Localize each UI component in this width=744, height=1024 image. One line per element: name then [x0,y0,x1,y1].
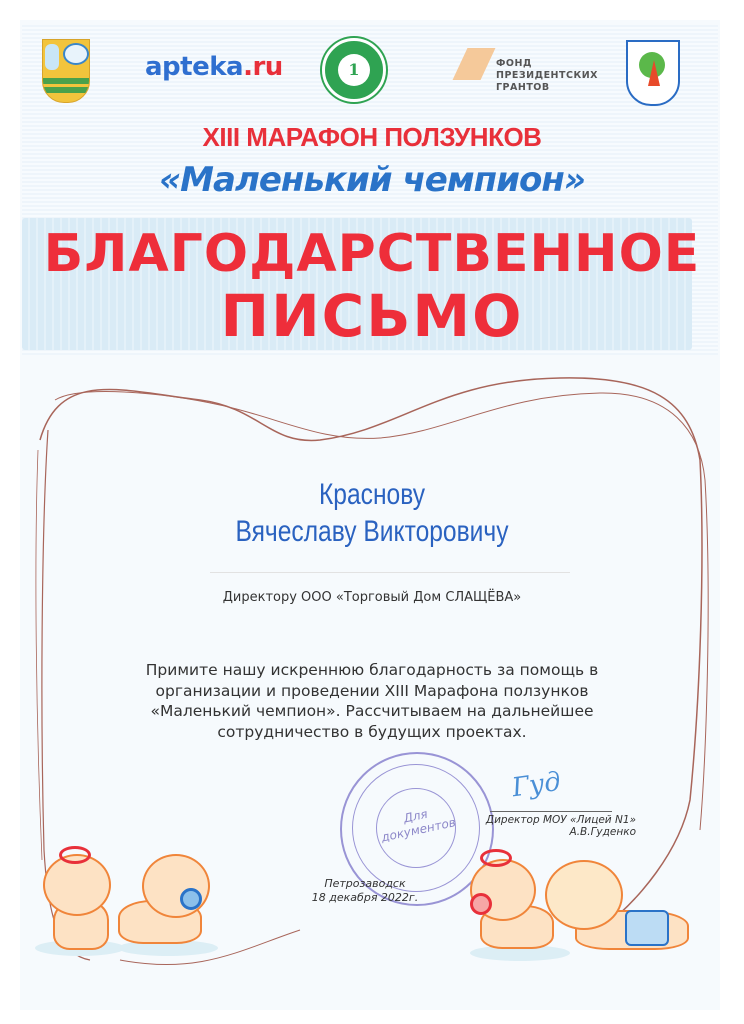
blue-pacifier-icon [180,888,202,910]
fond-line-3: ГРАНТОВ [496,82,550,93]
signature-scribble: Гуд [510,766,563,804]
divider [210,572,570,573]
marathon-badge-number: 1 [348,60,360,79]
document-title-line-2: ПИСЬМО [220,282,524,350]
apteka-logo-domain: .ru [243,52,283,82]
stamp-center-text: Для документов [379,806,457,845]
baby-boy-crawling-illustration [118,840,218,960]
event-title: XIII МАРАФОН ПОЛЗУНКОВ [202,122,542,152]
recipient-name: Вячеславу Викторовичу [235,515,509,548]
apteka-logo-name: apteka [145,52,244,82]
document-title-line-1: БЛАГОДАРСТВЕННОЕ [43,224,701,284]
baby-boy-lying-illustration [545,860,695,960]
pink-pacifier-icon [470,893,492,915]
recipient-position: Директору ООО «Торговый Дом СЛАЩЁВА» [222,590,522,605]
signatory [470,814,636,838]
date: 18 декабря 2022г. [311,891,419,904]
recipient-surname: Краснову [318,478,426,511]
fond-line-2: ПРЕЗИДЕНТСКИХ [496,70,598,81]
signatory-name: А.В.Гуденко [569,826,636,838]
fond-line-1: ФОНД [496,58,532,69]
event-name: «Маленький чемпион» [159,160,585,200]
signatory-title: Директор МОУ «Лицей N1» [485,814,636,826]
signature-line [490,811,612,812]
city: Петрозаводск [324,877,406,890]
baby-girl-sitting-illustration [35,840,125,960]
place-and-date [290,877,440,905]
letter-body: Примите нашу искреннюю благодарность за помощь в организации и проведении XIII Марафона ползунков «Маленький чемпион». Рассчитываем на дальнейшее сотрудничество в будущих проектах. [145,661,599,741]
